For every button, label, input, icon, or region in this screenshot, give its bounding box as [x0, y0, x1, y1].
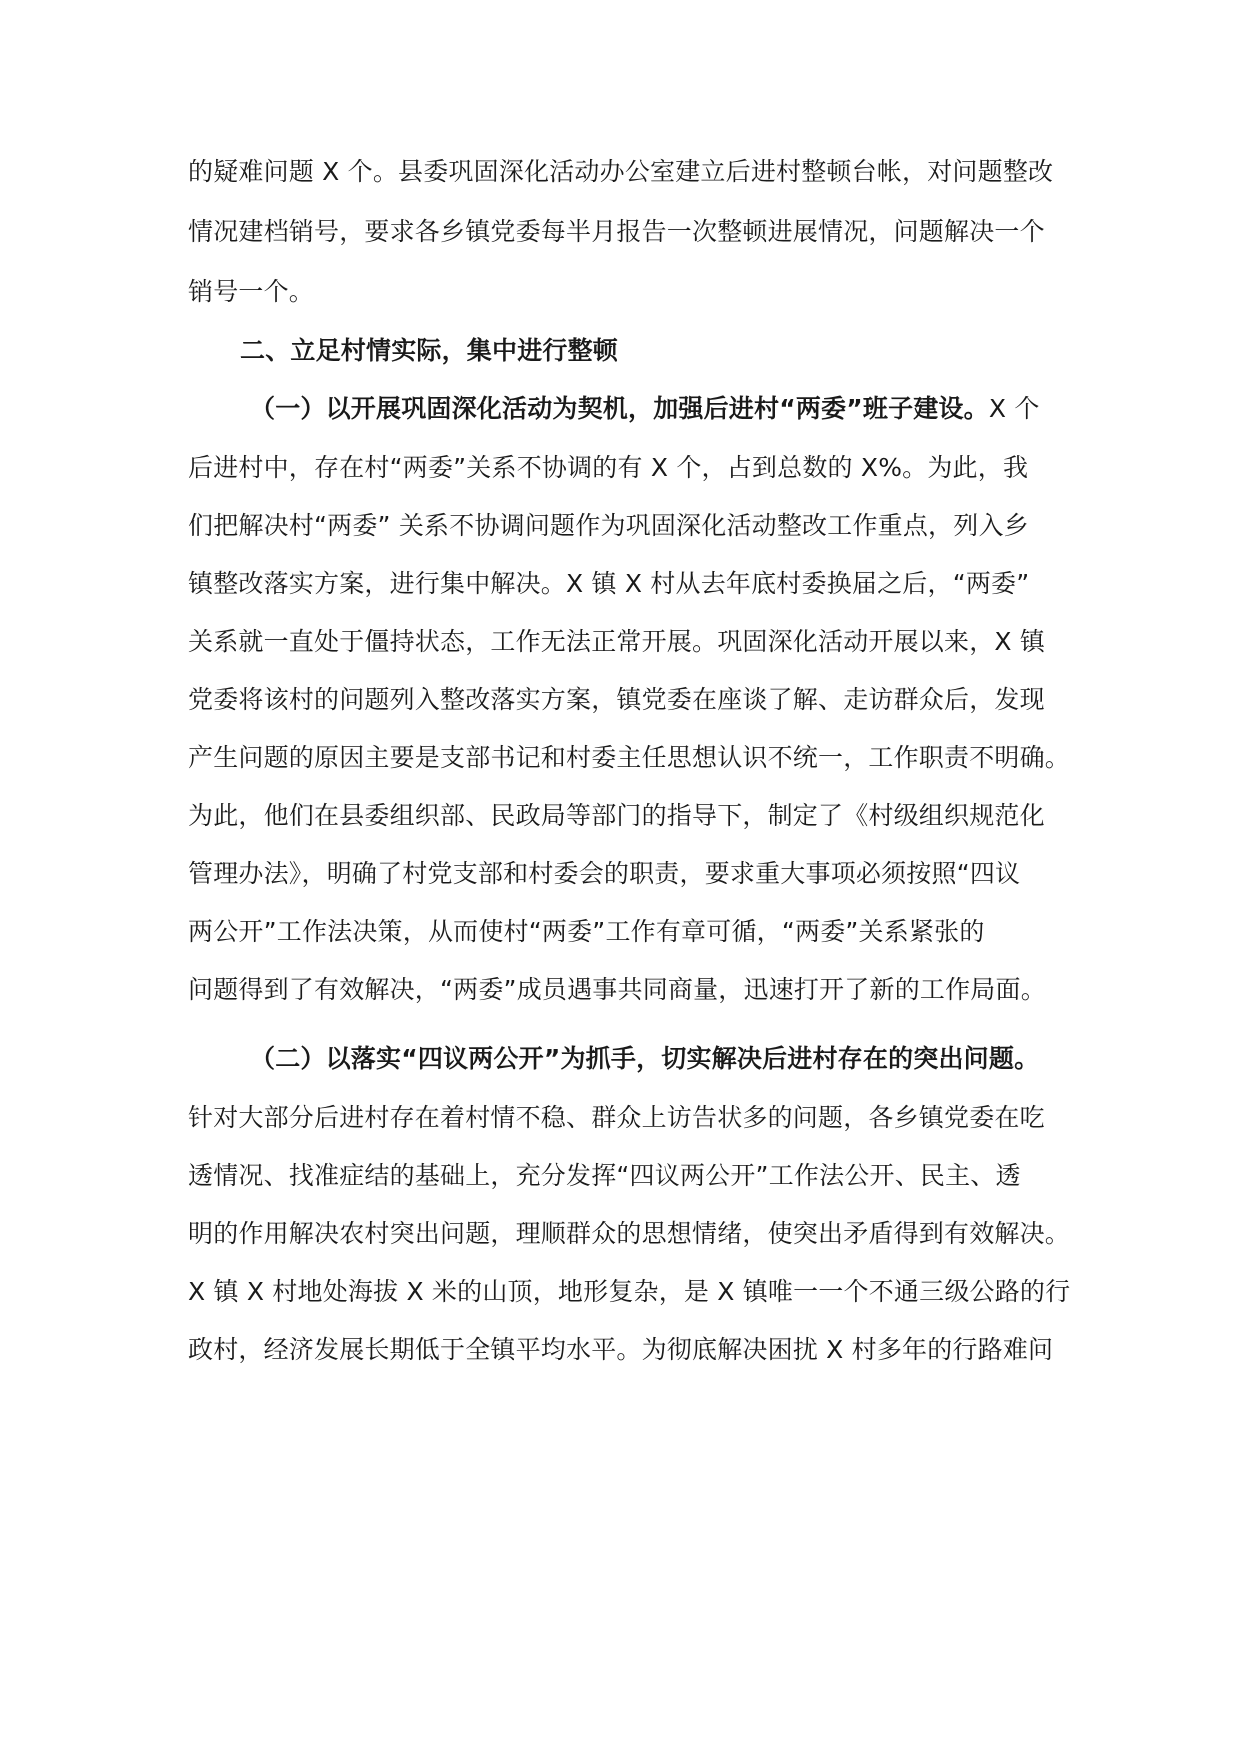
subsection-heading: （一）以开展巩固深化活动为契机，加强后进村“两委”班子建设。	[250, 394, 989, 423]
paragraph-line: 产生问题的原因主要是支部书记和村委主任思想认识不统一，工作职责不明确。	[188, 743, 1071, 772]
paragraph-line: 镇整改落实方案，进行集中解决。X 镇 X 村从去年底村委换届之后，“两委”	[188, 569, 1030, 598]
paragraph-line: 情况建档销号，要求各乡镇党委每半月报告一次整顿进展情况，问题解决一个	[188, 217, 1045, 246]
paragraph-line: 明的作用解决农村突出问题，理顺群众的思想情绪，使突出矛盾得到有效解决。	[188, 1219, 1071, 1248]
paragraph-line: 管理办法》，明确了村党支部和村委会的职责，要求重大事项必须按照“四议	[188, 859, 1021, 888]
subsection-heading-line	[250, 392, 1130, 426]
paragraph-line: 问题得到了有效解决，“两委”成员遇事共同商量，迅速打开了新的工作局面。	[188, 975, 1046, 1004]
paragraph-line: 为此，他们在县委组织部、民政局等部门的指导下，制定了《村级组织规范化	[188, 801, 1045, 830]
paragraph-line: 透情况、找准症结的基础上，充分发挥“四议两公开”工作法公开、民主、透	[188, 1161, 1021, 1190]
paragraph-line: 针对大部分后进村存在着村情不稳、群众上访告状多的问题，各乡镇党委在吃	[188, 1103, 1045, 1132]
paragraph-line: 后进村中，存在村“两委”关系不协调的有 X 个，占到总数的 X%。为此，我	[188, 453, 1029, 482]
paragraph-line: 们把解决村“两委” 关系不协调问题作为巩固深化活动整改工作重点，列入乡	[188, 511, 1029, 540]
paragraph-line: 党委将该村的问题列入整改落实方案，镇党委在座谈了解、走访群众后，发现	[188, 685, 1045, 714]
subsection-heading: （二）以落实“四议两公开”为抓手，切实解决后进村存在的突出问题。	[250, 1044, 1040, 1073]
paragraph-line: 关系就一直处于僵持状态，工作无法正常开展。巩固深化活动开展以来，X 镇	[188, 627, 1046, 656]
section-heading: 二、立足村情实际，集中进行整顿	[240, 336, 619, 365]
paragraph-line: 的疑难问题 X 个。县委巩固深化活动办公室建立后进村整顿台帐，对问题整改	[188, 157, 1054, 186]
paragraph-text: X 个	[988, 394, 1040, 423]
paragraph-line: 政村，经济发展长期低于全镇平均水平。为彻底解决困扰 X 村多年的行路难问	[188, 1335, 1054, 1364]
paragraph-line: 两公开”工作法决策，从而使村“两委”工作有章可循，“两委”关系紧张的	[188, 917, 985, 946]
paragraph-line: X 镇 X 村地处海拔 X 米的山顶，地形复杂，是 X 镇唯一一个不通三级公路的行	[188, 1277, 1071, 1306]
paragraph-line: 销号一个。	[188, 277, 315, 306]
